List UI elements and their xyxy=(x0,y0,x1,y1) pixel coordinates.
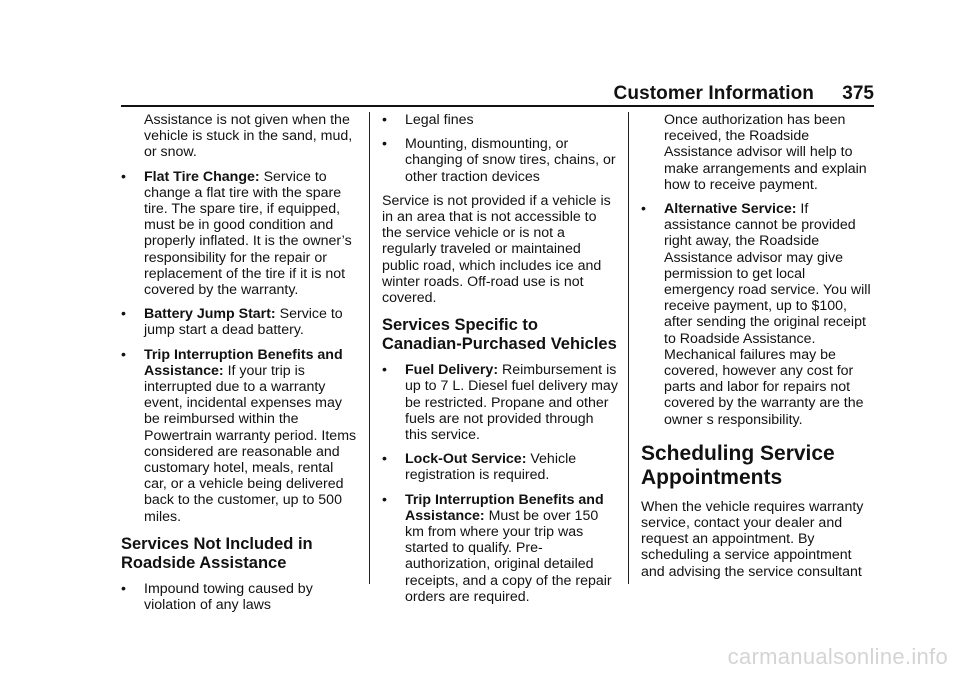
page-number: 375 xyxy=(842,83,874,104)
bullet-icon: • xyxy=(121,168,126,185)
column-divider xyxy=(628,112,629,584)
section-heading: Services Specific to Canadian-Purchased Vehicles xyxy=(382,316,617,354)
list-item xyxy=(382,136,618,185)
bullet-icon: • xyxy=(121,580,126,597)
list-item xyxy=(121,347,357,525)
continued-paragraph: Assistance is not given when the vehicle is stuck in the sand, mud, or snow. xyxy=(144,112,353,161)
item-title: Lock-Out Service: xyxy=(405,451,527,468)
item-text: Impound towing caused by violation of any laws xyxy=(144,580,313,614)
item-title: Flat Tire Change: xyxy=(144,168,260,185)
bullet-icon: • xyxy=(382,451,387,468)
list-item xyxy=(382,492,618,605)
bullet-icon: • xyxy=(382,362,387,379)
item-text: Vehicle registration is required. xyxy=(405,451,577,484)
item-title: Trip Interruption Benefits and Assistance: xyxy=(144,346,343,379)
watermark: carmanualsonline.info xyxy=(727,644,948,669)
item-title: Battery Jump Start: xyxy=(144,306,276,323)
list-item xyxy=(121,306,357,338)
bullet-icon: • xyxy=(121,306,126,323)
item-title: Fuel Delivery: xyxy=(405,362,499,379)
item-title: Trip Interruption Benefits and Assistance: xyxy=(405,491,604,524)
bullet-icon: • xyxy=(382,136,387,153)
item-text: If your trip is interrupted due to a warranty event, incidental expenses may be reimbursed within the Powertrain warranty period. Items considered are reasonable and customary hotel, meals, rental car, or a vehicle being delivered back to the customer, up to 500 miles. xyxy=(144,362,357,525)
column-3 xyxy=(641,112,877,588)
header-rule xyxy=(121,105,874,107)
column-1 xyxy=(121,112,357,621)
item-text: Legal fines xyxy=(405,112,474,128)
section-heading: Services Not Included in Roadside Assistance xyxy=(121,534,313,572)
column-2 xyxy=(382,112,618,613)
item-text: Service to change a flat tire with the spare tire. The spare tire, if equipped, must be in good condition and properly inflated. It is the owner’s responsibility for the repair or replacement of the tire if it is not covered by the warranty. xyxy=(144,168,352,299)
column-divider xyxy=(369,112,370,584)
list-item xyxy=(641,201,877,428)
list-item xyxy=(382,112,618,128)
bullet-icon: • xyxy=(641,201,646,218)
continued-paragraph: Once authorization has been received, the Roadside Assistance advisor will help to make arrangements and explain how to receive payment. xyxy=(664,112,867,193)
item-text: Reimbursement is up to 7 L. Diesel fuel delivery may be restricted. Propane and other fuels are not provided through this service. xyxy=(405,362,618,444)
bullet-icon: • xyxy=(121,346,126,363)
section-title: Customer Information xyxy=(613,83,814,104)
list-item xyxy=(382,451,618,483)
list-item xyxy=(121,581,357,613)
list-item xyxy=(121,169,357,299)
item-text: If assistance cannot be provided right away, the Roadside Assistance advisor may give permission to get local emergency road service. You will receive payment, up to $100, after sending the original receipt to Roadside Assistance. Mechanical failures may be covered, however any cost for parts and labor for repairs not covered by the warranty are the owner s responsibility. xyxy=(664,201,871,428)
bullet-icon: • xyxy=(382,112,387,128)
main-heading: Scheduling Service Appointments xyxy=(641,441,835,489)
paragraph: Service is not provided if a vehicle is in an area that is not accessible to the service vehicle or is not a regularly traveled or maintained public road, which includes ice and winter roads. Off-road use is not covered. xyxy=(382,192,611,307)
list-item xyxy=(382,362,618,443)
item-text: Must be over 150 km from where your trip was started to qualify. Pre-authorization, original detailed receipts, and a copy of the repair orders are required. xyxy=(405,507,612,605)
bullet-icon: • xyxy=(382,491,387,508)
item-text: Mounting, dismounting, or changing of snow tires, chains, or other traction devices xyxy=(405,136,616,185)
item-text: Service to jump start a dead battery. xyxy=(144,306,343,339)
paragraph: When the vehicle requires warranty service, contact your dealer and request an appointment. By scheduling a service appointment and advising the service consultant xyxy=(641,498,864,580)
item-title: Alternative Service: xyxy=(664,201,797,218)
